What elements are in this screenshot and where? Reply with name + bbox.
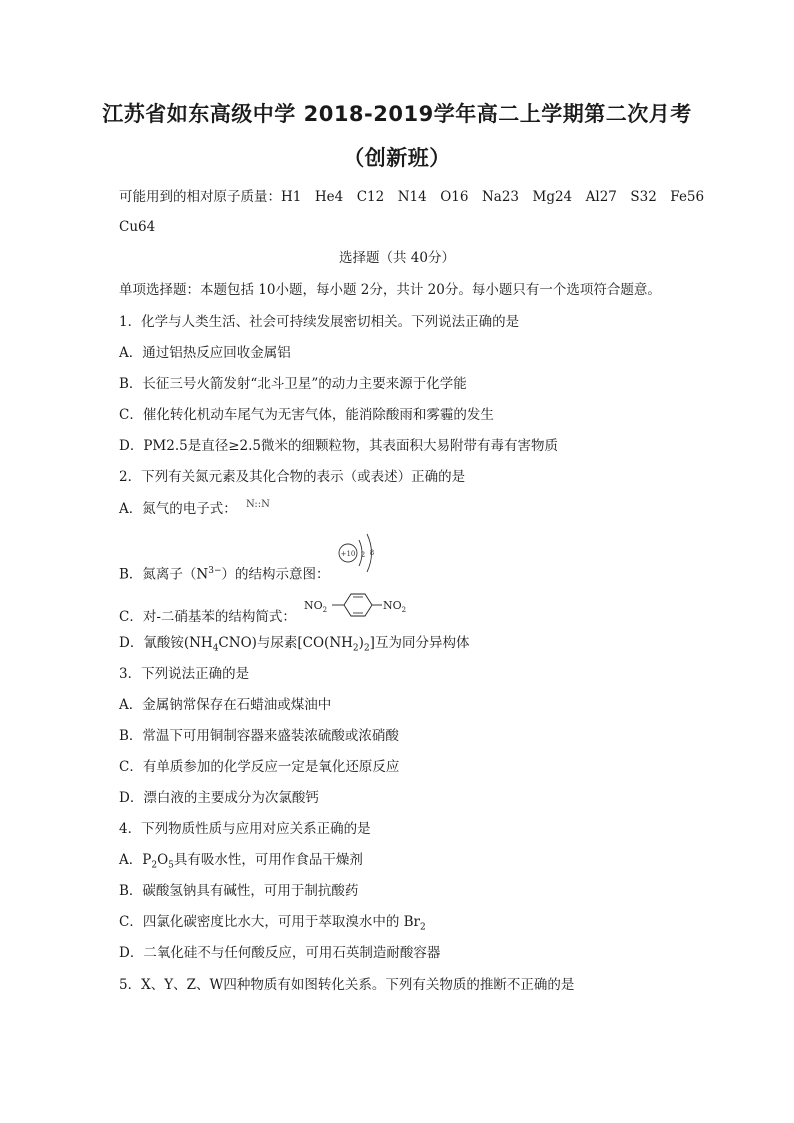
nucleus-charge: +10 (340, 550, 356, 558)
q3-option-b: B．常温下可用铜制容器来盛装浓硫酸或浓硝酸 (119, 728, 399, 744)
exam-subtitle: （创新班） (343, 146, 451, 170)
q3-option-d: D．漂白液的主要成分为次氯酸钙 (119, 790, 319, 806)
q5-stem: 5．X、Y、Z、W四种物质有如图转化关系。下列有关物质的推断不正确的是 (119, 977, 575, 993)
section-title: 选择题（共 40分） (339, 250, 455, 266)
section-instructions: 单项选择题：本题包括 10小题，每小题 2分，共计 20分。每小题只有一个选项符合题意。 (119, 282, 661, 298)
q2-stem: 2．下列有关氮元素及其化合物的表示（或表述）正确的是 (119, 469, 466, 485)
q4-option-b: B．碳酸氢钠具有碱性，可用于制抗酸药 (119, 883, 359, 899)
q1-stem: 1．化学与人类生活、社会可持续发展密切相关。下列说法正确的是 (119, 314, 520, 330)
q3-option-c: C．有单质参加的化学反应一定是氧化还原反应 (119, 759, 400, 775)
atomic-masses-line-2: Cu64 (119, 219, 156, 235)
shell-2-electrons: 8 (369, 549, 375, 557)
right-nitro-group: $NO_2$ (383, 599, 407, 614)
q3-option-a: A．金属钠常保存在石蜡油或煤油中 (119, 697, 332, 713)
q4-stem: 4．下列物质性质与应用对应关系正确的是 (119, 821, 371, 837)
exam-title: 江苏省如东高级中学 2018-2019学年高二上学期第二次月考 (102, 102, 692, 126)
left-nitro-group: $NO_2$ (304, 599, 328, 614)
q1-option-c: C．催化转化机动车尾气为无害气体，能消除酸雨和雾霾的发生 (119, 407, 494, 423)
q1-option-a: A．通过铝热反应回收金属铝 (119, 345, 291, 361)
dinitrobenzene-structure (304, 590, 416, 620)
n2-electron-formula: N::N (246, 499, 270, 510)
q4-option-a: A．$P_2O_5$具有吸水性，可用作食品干燥剂 (119, 852, 363, 871)
shell-1-electrons: 2 (360, 551, 366, 559)
q2-option-d: D．氰酸铵$(NH_4CNO)$与尿素$[CO(NH_2)_2]$互为同分异构体 (119, 635, 470, 654)
q4-option-c: C．四氯化碳密度比水大，可用于萃取溴水中的 $Br_2$ (119, 914, 426, 933)
q2-option-a: A．氮气的电子式： (119, 501, 237, 517)
atomic-masses-line-1: 可能用到的相对原子质量：H1 He4 C12 N14 O16 Na23 Mg24 Al27 S32 Fe56 (119, 189, 705, 205)
ion-structure-diagram (334, 532, 382, 578)
q2-option-c: C．对-二硝基苯的结构简式： (119, 609, 296, 625)
q1-option-b: B．长征三号火箭发射“北斗卫星”的动力主要来源于化学能 (119, 376, 467, 392)
q4-option-d: D．二氧化硅不与任何酸反应，可用石英制造耐酸容器 (119, 945, 441, 961)
q2-option-b: B．氮离子$(N^{3-})$的结构示意图： (119, 566, 330, 583)
q3-stem: 3．下列说法正确的是 (119, 666, 250, 682)
q1-option-d: D．PM2.5是直径≥2.5微米的细颗粒物，其表面积大易附带有毒有害物质 (119, 438, 558, 454)
